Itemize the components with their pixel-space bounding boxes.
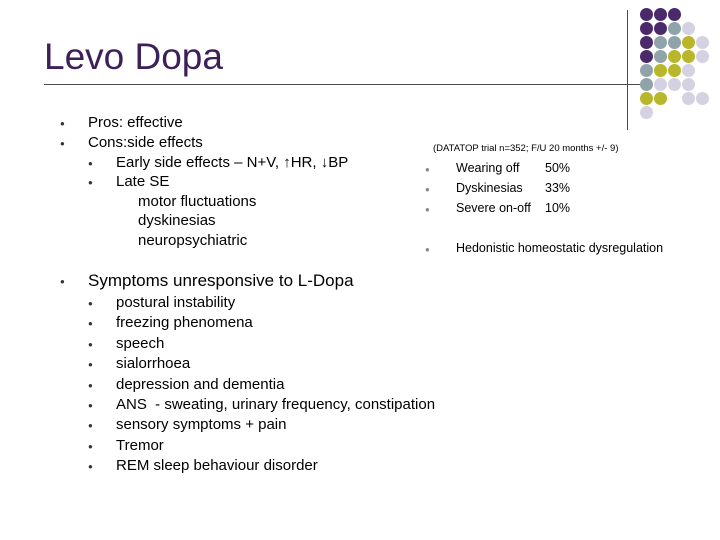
dot: [654, 50, 667, 63]
symptom-text: freezing phenomena: [116, 314, 253, 331]
decorative-dot-grid: [640, 8, 720, 118]
dot: [654, 22, 667, 35]
dot: [668, 50, 681, 63]
dot: [682, 22, 695, 35]
early-label: Early side effects – N+V,: [116, 154, 284, 171]
dot: [682, 50, 695, 63]
datatop-value: 50%: [545, 161, 571, 175]
bullet-icon: ●: [88, 401, 93, 410]
symptom-text: postural instability: [116, 294, 236, 311]
bullet-icon: ●: [60, 119, 65, 128]
datatop-label: Dyskinesias: [456, 181, 523, 195]
dot: [654, 8, 667, 21]
hedonistic-text: Hedonistic homeostatic dysregulation: [456, 241, 664, 255]
bullet-icon: ●: [88, 159, 93, 168]
datatop-label: Severe on-off: [456, 201, 531, 215]
dot: [696, 50, 709, 63]
datatop-label: Wearing off: [456, 161, 520, 175]
dot: [668, 78, 681, 91]
dot: [696, 36, 709, 49]
bullet-icon: ●: [88, 360, 93, 369]
datatop-caption: (DATATOP trial n=352; F/U 20 months +/- 9): [433, 143, 619, 154]
bullet-icon: ●: [425, 185, 430, 194]
vertical-divider: [627, 10, 628, 130]
bullet-icon: ●: [88, 462, 93, 471]
dot: [640, 36, 653, 49]
dot: [668, 8, 681, 21]
bullet-icon: ●: [88, 421, 93, 430]
bullet-icon: ●: [88, 340, 93, 349]
symptom-text: Tremor: [116, 437, 164, 454]
bp-label: BP: [328, 154, 349, 171]
dot: [640, 106, 653, 119]
late-item: neuropsychiatric: [138, 232, 248, 249]
cons-text: Cons:side effects: [88, 134, 203, 151]
dot: [640, 92, 653, 105]
late-item: motor fluctuations: [138, 193, 257, 210]
datatop-value: 10%: [545, 201, 571, 215]
dot: [640, 50, 653, 63]
symptom-text: sensory symptoms + pain: [116, 416, 287, 433]
dot: [640, 22, 653, 35]
pros-text: Pros: effective: [88, 114, 183, 131]
dot: [654, 64, 667, 77]
dot: [640, 8, 653, 21]
down-arrow-icon: ↓: [320, 154, 329, 171]
dot: [682, 64, 695, 77]
symptom-text: sialorrhoea: [116, 355, 191, 372]
slide-title: Levo Dopa: [44, 36, 223, 77]
bullet-icon: ●: [88, 319, 93, 328]
datatop-value: 33%: [545, 181, 571, 195]
symptom-text: speech: [116, 335, 165, 352]
dot: [682, 78, 695, 91]
bullet-icon: ●: [88, 299, 93, 308]
dot: [640, 64, 653, 77]
symptoms-heading: Symptoms unresponsive to L-Dopa: [88, 271, 354, 290]
bullet-icon: ●: [88, 442, 93, 451]
title-underline: [44, 84, 642, 85]
dot: [654, 78, 667, 91]
up-arrow-icon: ↑: [283, 154, 291, 171]
bullet-icon: ●: [425, 205, 430, 214]
dot: [668, 36, 681, 49]
dot: [696, 92, 709, 105]
symptom-text: depression and dementia: [116, 376, 285, 393]
dot: [682, 36, 695, 49]
dot: [682, 92, 695, 105]
dot: [654, 92, 667, 105]
bullet-icon: ●: [425, 165, 430, 174]
late-text: Late SE: [116, 173, 170, 190]
symptom-text: REM sleep behaviour disorder: [116, 457, 318, 474]
early-text: [116, 154, 348, 171]
symptom-text: ANS - sweating, urinary frequency, constipation: [116, 396, 436, 413]
dot: [654, 36, 667, 49]
bullet-icon: ●: [60, 139, 65, 148]
dot: [668, 22, 681, 35]
bullet-icon: ●: [60, 277, 65, 286]
dot: [668, 64, 681, 77]
bullet-icon: ●: [88, 381, 93, 390]
bullet-icon: ●: [425, 245, 430, 254]
hr-label: HR,: [290, 154, 321, 171]
dot: [640, 78, 653, 91]
late-item: dyskinesias: [138, 212, 216, 229]
bullet-icon: ●: [88, 178, 93, 187]
